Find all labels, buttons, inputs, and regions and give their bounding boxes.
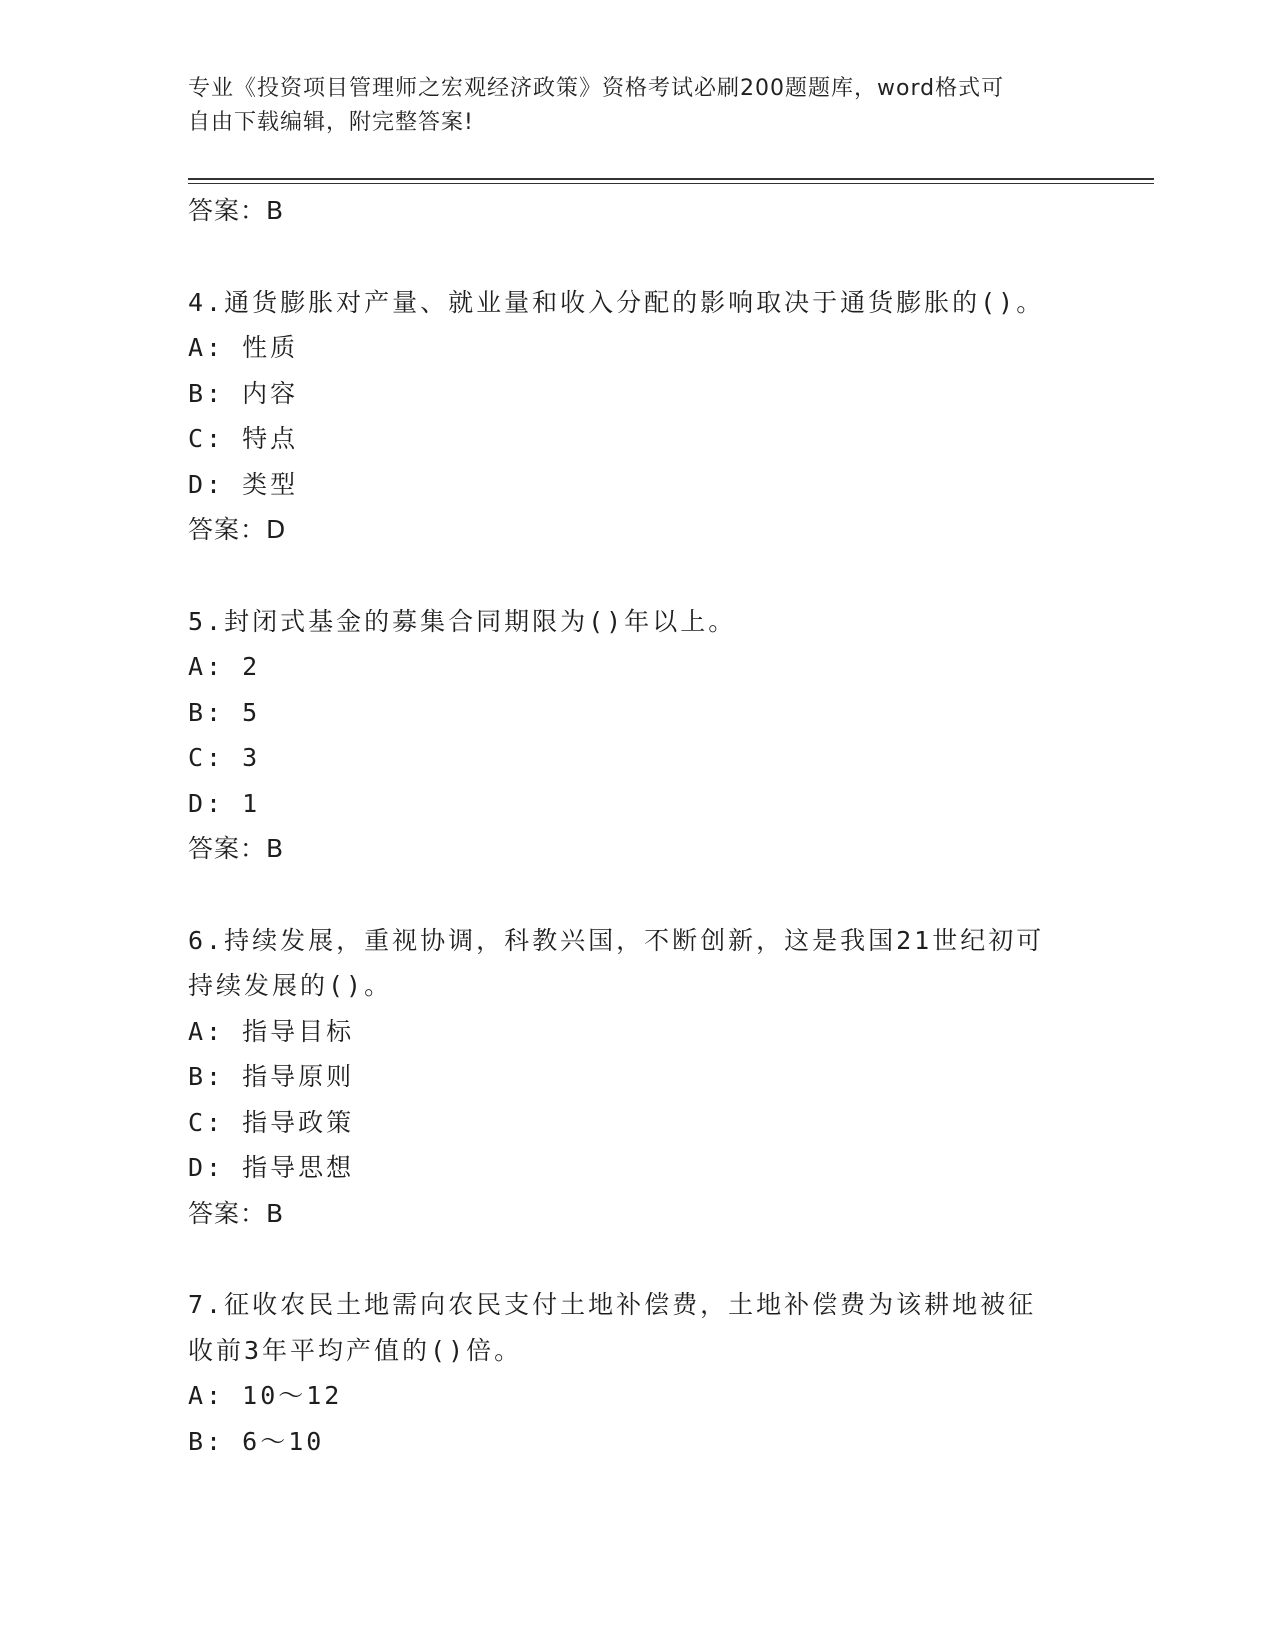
option-b: B: 6～10	[188, 1426, 325, 1456]
option-d: D: 1	[188, 788, 261, 818]
spacer	[188, 1236, 1088, 1282]
header-divider-thin	[188, 183, 1154, 184]
option-b: B: 5	[188, 697, 261, 727]
option-c: C: 特点	[188, 424, 299, 453]
question-stem: 5.封闭式基金的募集合同期限为()年以上。	[188, 606, 737, 636]
option-c: C: 指导政策	[188, 1107, 355, 1137]
question-list	[188, 188, 1088, 1464]
spacer	[188, 234, 1088, 280]
option-a: A: 10～12	[188, 1381, 343, 1410]
question-6	[188, 918, 1088, 1237]
question-stem-line-1: 6.持续发展，重视协调，科教兴国，不断创新，这是我国21世纪初可	[188, 925, 1045, 955]
question-stem-line-2: 收前3年平均产值的()倍。	[188, 1335, 523, 1365]
question-5	[188, 599, 1088, 872]
question-stem-line-2: 持续发展的()。	[188, 971, 393, 1000]
option-a: A: 性质	[188, 333, 299, 362]
option-c: C: 3	[188, 743, 261, 772]
spacer	[188, 553, 1088, 599]
document-header	[188, 72, 1068, 140]
option-a: A: 指导目标	[188, 1016, 355, 1046]
question-7	[188, 1282, 1088, 1464]
option-b: B: 内容	[188, 378, 299, 408]
option-d: D: 类型	[188, 469, 299, 499]
option-a: A: 2	[188, 652, 261, 681]
header-line-1: 专业《投资项目管理师之宏观经济政策》资格考试必刷200题题库，word格式可	[188, 76, 1005, 101]
answer-q3: 答案：B	[188, 196, 285, 225]
spacer	[188, 872, 1088, 918]
answer: 答案：B	[188, 834, 285, 863]
option-b: B: 指导原则	[188, 1062, 355, 1091]
question-4	[188, 280, 1088, 553]
answer: 答案：B	[188, 1198, 285, 1228]
question-stem-line-1: 7.征收农民土地需向农民支付土地补偿费，土地补偿费为该耕地被征	[188, 1290, 1037, 1319]
question-stem: 4.通货膨胀对产量、就业量和收入分配的影响取决于通货膨胀的()。	[188, 287, 1045, 317]
answer: 答案：D	[188, 515, 287, 544]
option-d: D: 指导思想	[188, 1153, 355, 1182]
header-line-2: 自由下载编辑，附完整答案!	[188, 110, 474, 135]
header-divider-thick	[188, 178, 1154, 180]
